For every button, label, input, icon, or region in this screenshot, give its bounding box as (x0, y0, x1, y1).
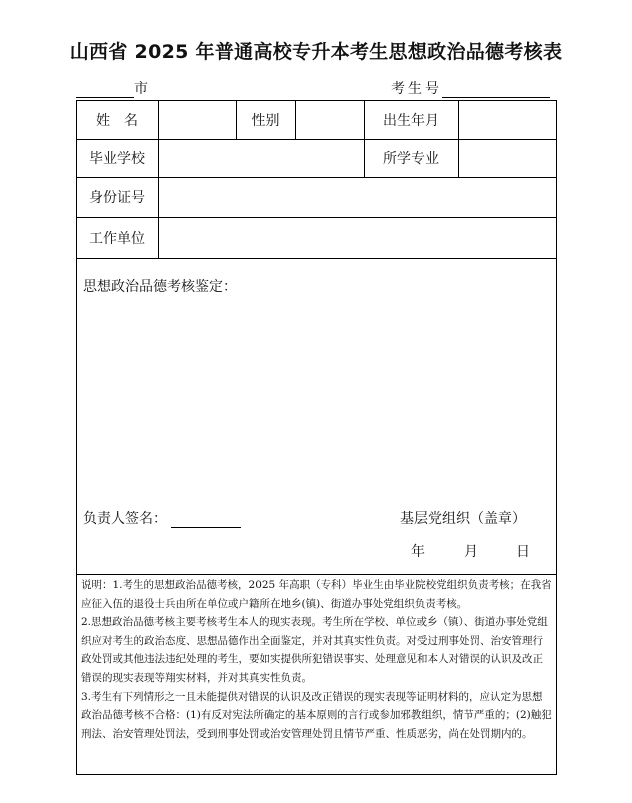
exam-no-line (391, 78, 550, 98)
org-seal-label: 基层党组织（盖章） (400, 511, 526, 527)
name-label: 姓 名 (96, 112, 138, 129)
date-month: 月 (464, 544, 478, 560)
city-suffix: 市 (134, 81, 148, 97)
assessment-label: 思想政治品德考核鉴定： (83, 279, 237, 295)
work-label: 工作单位 (89, 230, 145, 247)
note-item: 2.思想政治品德考核主要考核考生本人的现实表现。考生所在学校、单位或乡（镇）、街道办事处党组织应对考生的政治态度、思想品德作出全面鉴定，并对其真实性负责。对受过刑事处罚、治安管理行政处罚或其他违法违纪处理的考生，要如实提供所犯错误事实、处理意见和本人对错误的认识及改正错误的现实表现等翔实材料，并对其真实性负责。 (81, 616, 548, 684)
city-blank[interactable] (76, 83, 134, 98)
major-field[interactable] (459, 139, 557, 177)
birth-field[interactable] (459, 100, 557, 139)
id-label: 身份证号 (89, 190, 145, 206)
name-field[interactable] (159, 100, 236, 139)
signer-label: 负责人签名： (83, 511, 167, 527)
signer-blank[interactable] (171, 513, 241, 528)
note-item: 3.考生有下列情形之一且未能提供对错误的认识及改正错误的现实表现等证明材料的，应认定为思想政治品德考核不合格：(1)有反对宪法所确定的基本原则的言行或参加邪教组织，情节严重的；(2)触犯刑法、治安管理处罚法，受到刑事处罚或治安管理处罚且情节严重、性质恶劣，尚在处罚期内的。 (81, 690, 552, 740)
page-title: 山西省 2025 年普通高校专升本考生思想政治品德考核表 (69, 41, 563, 63)
school-label: 毕业学校 (89, 151, 145, 167)
signer-line (83, 508, 241, 528)
exam-no-blank[interactable] (442, 83, 550, 98)
note-item: 说明：1.考生的思想政治品德考核，2025 年高职（专科）毕业生由毕业院校党组织负责考核；在我省应征入伍的退役士兵由所在单位或户籍所在地乡(镇)、街道办事处党组织负责考核。 (81, 579, 552, 610)
work-field[interactable] (159, 217, 557, 258)
city-line (76, 78, 148, 98)
date-year: 年 (411, 544, 425, 560)
notes-section (81, 576, 553, 743)
gender-field[interactable] (296, 100, 364, 139)
assessment-field[interactable] (80, 300, 552, 495)
birth-label: 出生年月 (383, 112, 439, 129)
row-divider (76, 574, 557, 575)
date-day: 日 (516, 544, 530, 560)
major-label: 所学专业 (383, 151, 439, 167)
gender-label: 性别 (251, 112, 280, 129)
id-field[interactable] (159, 177, 557, 217)
row-divider (76, 258, 557, 259)
school-field[interactable] (159, 139, 364, 177)
exam-no-label: 考生号 (391, 81, 442, 97)
